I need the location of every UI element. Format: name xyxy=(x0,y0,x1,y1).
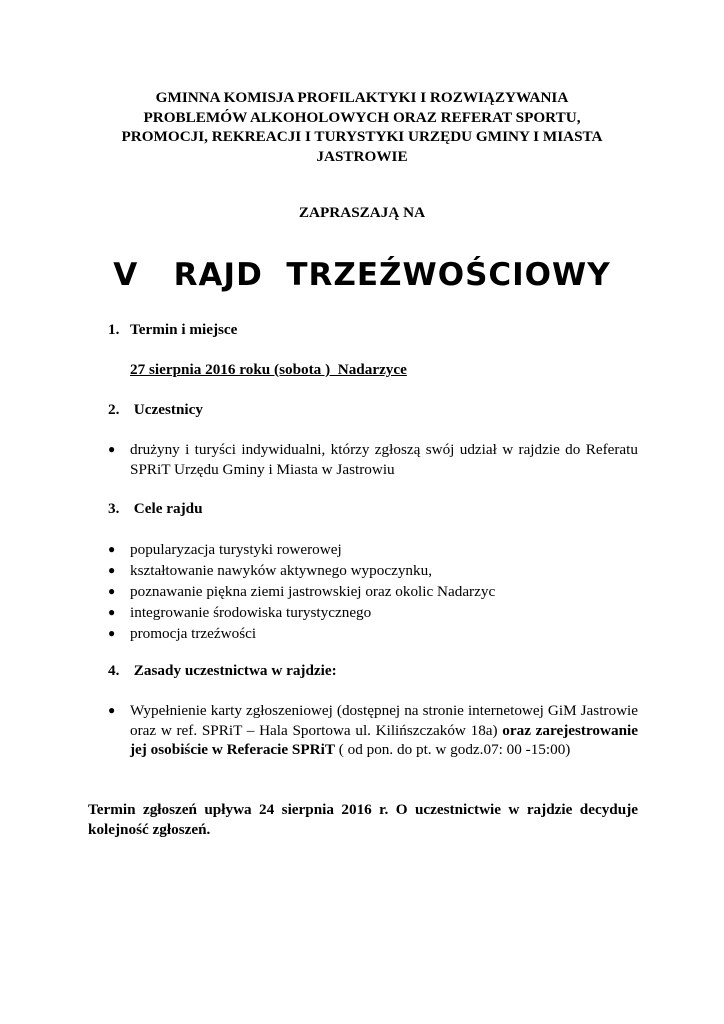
bullet-icon: ● xyxy=(108,542,116,556)
section-title: Termin i miejsce xyxy=(130,321,238,338)
goal-text: promocja trzeźwości xyxy=(130,625,257,642)
header-organizers xyxy=(60,88,664,166)
rules-text-part: ( od pon. do pt. w godz.07: 00 -15:00) xyxy=(334,741,571,758)
section-number: 4. xyxy=(108,662,120,679)
participants-text: drużyny i turyści indywidualni, którzy zgłoszą swój udział w rajdzie do Referatu SPRiT Urzędu Gminy i Miasta w Jastrowiu xyxy=(130,441,638,478)
rules-text xyxy=(130,701,638,760)
header-line: GMINNA KOMISJA PROFILAKTYKI I ROZWIĄZYWANIA xyxy=(155,89,569,106)
section-number: 1. xyxy=(108,321,120,338)
invite-line: ZAPRASZAJĄ NA xyxy=(298,204,426,221)
list-item xyxy=(108,561,638,581)
section-heading-goals xyxy=(108,500,203,518)
list-item xyxy=(108,624,638,644)
bullet-icon: ● xyxy=(108,703,116,717)
event-title: V RAJD TRZEŹWOŚCIOWY xyxy=(113,257,611,293)
bullet-icon: ● xyxy=(108,442,116,456)
list-item xyxy=(108,701,638,760)
goal-text: poznawanie piękna ziemi jastrowskiej oraz okolic Nadarzyc xyxy=(130,583,496,600)
list-item xyxy=(108,603,638,623)
list-item xyxy=(108,540,638,560)
section-number: 3. xyxy=(108,500,120,517)
goal-text: kształtowanie nawyków aktywnego wypoczynku, xyxy=(130,562,432,579)
section-heading-participants xyxy=(108,401,203,419)
section-title: Zasady uczestnictwa w rajdzie: xyxy=(130,662,337,679)
header-line: PROMOCJI, REKREACJI I TURYSTYKI URZĘDU GMINY I MIASTA xyxy=(121,128,603,145)
bullet-icon: ● xyxy=(108,605,116,619)
section-title: Uczestnicy xyxy=(130,401,203,418)
header-line: JASTROWIE xyxy=(316,147,408,165)
rules-text-bold: oraz zarejestrowanie jej osobiście w Referacie SPRiT xyxy=(130,721,638,758)
section-title: Cele rajdu xyxy=(130,500,203,517)
goal-text: integrowanie środowiska turystycznego xyxy=(130,604,372,621)
bullet-icon: ● xyxy=(108,563,116,577)
bullet-icon: ● xyxy=(108,584,116,598)
header-line: PROBLEMÓW ALKOHOLOWYCH ORAZ REFERAT SPORTU, xyxy=(143,108,581,126)
bullet-icon: ● xyxy=(108,626,116,640)
rules-text-part: Wypełnienie karty zgłoszeniowej (dostępnej na stronie internetowej GiM Jastrowie oraz w ref. SPRiT – Hala Sportowa ul. Kilińszczaków 18a) xyxy=(130,702,638,739)
goal-text: popularyzacja turystyki rowerowej xyxy=(130,541,342,558)
section-number: 2. xyxy=(108,401,120,418)
list-item xyxy=(108,440,638,479)
section-heading-rules xyxy=(108,662,337,680)
section-heading-time-place xyxy=(108,321,237,339)
date-place: 27 sierpnia 2016 roku (sobota ) Nadarzyce xyxy=(130,361,407,378)
deadline-note: Termin zgłoszeń upływa 24 sierpnia 2016 r. O uczestnictwie w rajdzie decyduje kolejność zgłoszeń. xyxy=(88,801,638,838)
list-item xyxy=(108,582,638,602)
